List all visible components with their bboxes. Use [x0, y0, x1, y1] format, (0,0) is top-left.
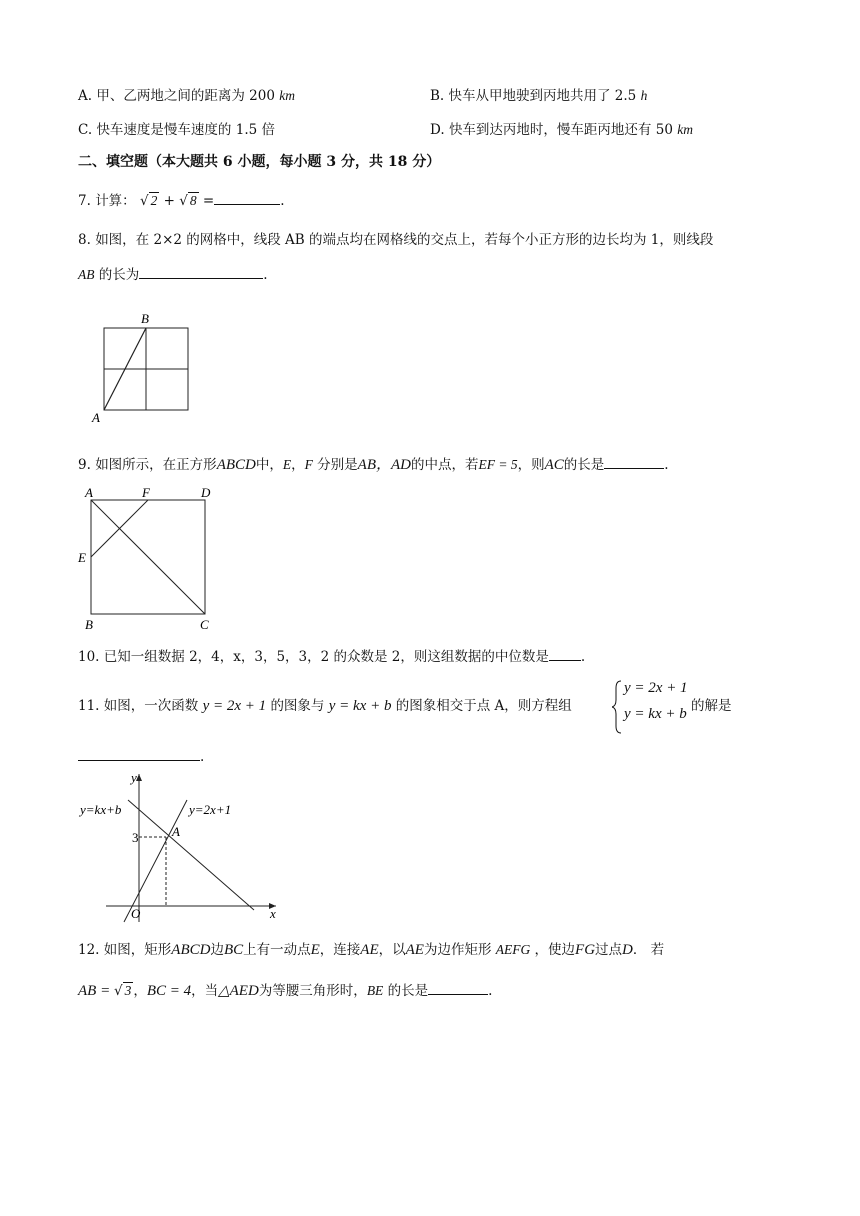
svg-text:y=2x+1: y=2x+1 [189, 802, 232, 817]
svg-text:y: y [131, 770, 137, 785]
svg-text:A: A [172, 824, 180, 839]
svg-text:O: O [131, 906, 141, 921]
question-8-line2: AB 的长为 . [78, 264, 268, 285]
question-7: 7. 计算： √ 2 + √ 8 = . [78, 190, 285, 211]
svg-text:F: F [142, 485, 150, 500]
question-11-tail: 的解是 [691, 698, 732, 714]
answer-blank-10[interactable] [549, 646, 581, 661]
section-title: 二、填空题（本大题共 6 小题，每小题 3 分，共 18 分） [78, 154, 441, 170]
option-c: C. 快车速度是慢车速度的 1.5 倍 [78, 122, 275, 138]
option-b: B. 快车从甲地驶到丙地共用了 2.5 h [430, 88, 648, 104]
svg-text:C: C [200, 617, 209, 632]
function-graph [76, 770, 286, 928]
option-d: D. 快车到达丙地时，慢车距丙地还有 50 km [430, 122, 693, 138]
svg-text:A: A [85, 485, 93, 500]
question-11: 11. 如图，一次函数 y = 2x + 1 的图象与 y = kx + b 的图象相交于点 A，则方程组 [78, 698, 572, 714]
sqrt-2: √ 2 [139, 193, 158, 209]
answer-blank-7[interactable] [214, 190, 280, 205]
answer-blank-11[interactable] [78, 746, 200, 761]
sqrt-8: √ 8 [179, 193, 197, 209]
question-10: 10. 已知一组数据 2，4，x，3，5，3，2 的众数是 2，则这组数据的中位数是 . [78, 646, 585, 667]
svg-text:x: x [270, 906, 276, 921]
label-a: A [92, 410, 100, 425]
question-11-answer: . [78, 746, 204, 767]
svg-text:3: 3 [132, 830, 139, 845]
question-8-line1: 8. 如图，在 2×2 的网格中，线段 AB 的端点均在网格线的交点上，若每个小正方形的边长均为 1，则线段 [78, 232, 714, 248]
answer-blank-9[interactable] [604, 454, 664, 469]
svg-text:y=kx+b: y=kx+b [80, 802, 122, 817]
option-a: A. 甲、乙两地之间的距离为 200 km [78, 88, 295, 104]
question-12-line1: 12. 如图，矩形ABCD边BC上有一动点E，连接AE，以AE为边作矩形 AEFG ，使边FG过点D． 若 [78, 942, 665, 958]
grid-figure [88, 308, 198, 428]
svg-text:E: E [78, 550, 86, 565]
answer-blank-12[interactable] [428, 980, 488, 995]
sqrt-3: √ 3 [113, 983, 132, 999]
question-12-line2: AB = √ 3 ，BC = 4，当△AED为等腰三角形时，BE 的长是 . [78, 980, 492, 1001]
square-figure [76, 482, 226, 634]
svg-text:B: B [85, 617, 93, 632]
svg-text:D: D [201, 485, 211, 500]
label-b: B [141, 311, 149, 326]
question-9: 9. 如图所示，在正方形ABCD中，E，F 分别是AB，AD的中点，若EF = 5，则AC的长是 . [78, 454, 669, 475]
answer-blank-8[interactable] [139, 264, 263, 279]
brace-icon [612, 680, 622, 734]
